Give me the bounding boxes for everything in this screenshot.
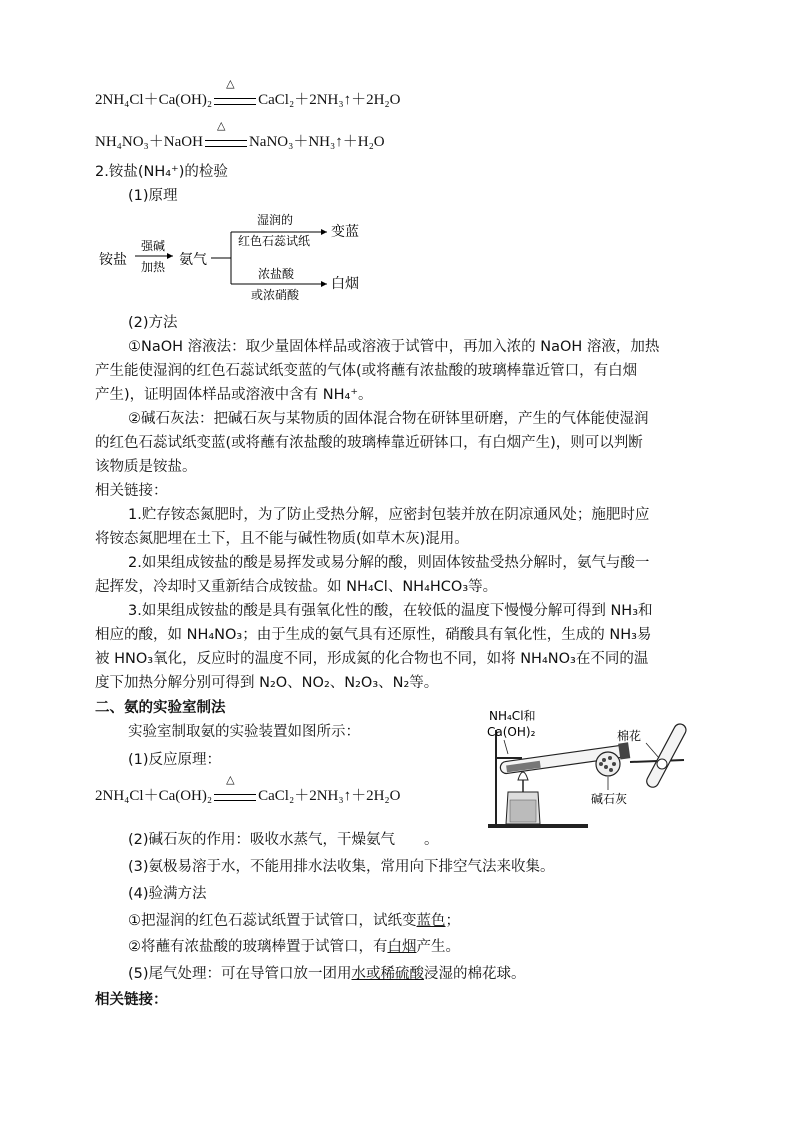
lamp-liquid <box>510 800 536 822</box>
diagram-branch1-bottom: 红色石蕊试纸 <box>238 234 311 248</box>
method1-line: ①NaOH 溶液法：取少量固体样品或溶液于试管中，再加入浓的 NaOH 溶液，加热 <box>128 339 660 355</box>
method-label: (2)方法 <box>128 315 178 331</box>
related-label: 相关链接： <box>95 483 168 499</box>
label-reagent-line1: NH₄Cl和 <box>489 709 536 723</box>
diagram-arrowhead-3 <box>321 281 327 287</box>
answer-white-smoke: 白烟 <box>387 939 417 955</box>
label-cotton: 棉花 <box>617 729 642 743</box>
ammonia-apparatus-figure <box>484 700 696 832</box>
equation-left: 2NH₄Cl＋Ca(OH)₂ <box>95 788 213 804</box>
method1-line: 产生能使湿润的红色石蕊试纸变蓝的气体(或将蘸有浓盐酸的玻璃棒靠近管口，有白烟 <box>95 363 638 379</box>
label-cotton-pointer <box>646 743 659 758</box>
equation-left: NH₄NO₃＋NaOH <box>95 134 203 150</box>
diagram-branch2-top: 浓盐酸 <box>258 267 295 281</box>
reaction-label: (1)反应原理： <box>128 752 222 768</box>
equation-lab-prep <box>95 774 401 806</box>
label-soda-lime: 碱石灰 <box>591 792 628 806</box>
diagram-cond-top: 强碱 <box>141 239 166 253</box>
heat-triangle-icon: △ <box>226 78 235 90</box>
drying-text: (2)碱石灰的作用：吸收水蒸气，干燥氨气 。 <box>128 832 439 848</box>
equation-right: CaCl₂＋2NH₃↑＋2H₂O <box>258 788 401 804</box>
principle-label: (1)原理 <box>128 188 178 204</box>
method2-line: ②碱石灰法：把碱石灰与某物质的固体混合物在研钵里研磨，产生的气体能使湿润 <box>128 411 649 427</box>
answer-absorbent: 水或稀硫酸 <box>351 966 425 982</box>
diagram-cond-bottom: 加热 <box>141 260 166 274</box>
heat-equals-sign <box>212 774 258 806</box>
stand-base <box>488 824 588 828</box>
collection-text: (3)氨极易溶于水，不能用排水法收集，常用向下排空气法来收集。 <box>128 859 555 875</box>
related-line: 2.如果组成铵盐的酸是易挥发或易分解的酸，则固体铵盐受热分解时，氨气与酸一 <box>128 555 650 571</box>
diagram-branch2-bottom: 或浓硝酸 <box>251 288 300 302</box>
related-line: 起挥发，冷却时又重新结合成铵盐。如 NH₄Cl、NH₄HCO₃等。 <box>95 579 498 595</box>
diagram-arrowhead-2 <box>321 229 327 235</box>
answer-blue: 蓝色 <box>416 913 446 929</box>
equation-right: CaCl₂＋2NH₃↑＋2H₂O <box>258 92 401 108</box>
diagram-branch2-result: 白烟 <box>331 276 359 292</box>
cotton-ball <box>657 759 667 769</box>
section-heading-ammonium-test: 2.铵盐(NH₄⁺)的检验 <box>95 164 228 180</box>
equation-ammonium-chloride <box>95 78 401 110</box>
heat-triangle-icon: △ <box>216 120 226 132</box>
diagram-arrowhead-1 <box>167 253 173 259</box>
test-method-2: ②将蘸有浓盐酸的玻璃棒置于试管口，有白烟产生。 <box>128 939 460 955</box>
lamp-flame <box>518 772 528 780</box>
diagram-start: 铵盐 <box>99 252 127 268</box>
equation-left: 2NH₄Cl＋Ca(OH)₂ <box>95 92 213 108</box>
collection-tube <box>645 722 688 789</box>
heat-triangle-icon: △ <box>226 774 235 786</box>
related-line: 1.贮存铵态氮肥时，为了防止受热分解，应密封包装并放在阴凉通风处；施肥时应 <box>128 507 650 523</box>
method1-line: 产生)，证明固体样品或溶液中含有 NH₄⁺。 <box>95 387 373 403</box>
heat-equals-sign <box>203 120 249 152</box>
related-line: 3.如果组成铵盐的酸是具有强氧化性的酸，在较低的温度下慢慢分解可得到 NH₃和 <box>128 603 653 619</box>
heat-equals-sign <box>212 78 258 110</box>
ammonium-test-diagram <box>95 208 375 304</box>
tail-gas-text: (5)尾气处理：可在导管口放一团用水或稀硫酸浸湿的棉花球。 <box>128 966 526 982</box>
label-reagent-pointer <box>504 740 508 754</box>
diagram-middle: 氨气 <box>179 252 207 268</box>
related-line: 相应的酸，如 NH₄NO₃；由于生成的氨气具有还原性，硝酸具有氧化性，生成的 NH₃易 <box>95 627 652 643</box>
related-label-2: 相关链接： <box>95 992 168 1008</box>
equation-right: NaNO₃＋NH₃↑＋H₂O <box>248 134 385 150</box>
related-line: 将铵态氮肥埋在土下，且不能与碱性物质(如草木灰)混用。 <box>95 531 469 547</box>
label-reagent-line2: Ca(OH)₂ <box>487 725 536 739</box>
section-heading-lab-prep: 二、氨的实验室制法 <box>95 700 226 716</box>
lab-intro: 实验室制取氨的实验装置如图所示： <box>128 724 360 740</box>
related-line: 被 HNO₃氧化，反应时的温度不同，形成氮的化合物也不同，如将 NH₄NO₃在不同的温 <box>95 651 649 667</box>
related-line: 度下加热分解分别可得到 N₂O、NO₂、N₂O₃、N₂等。 <box>95 675 439 691</box>
method2-line: 的红色石蕊试纸变蓝(或将蘸有浓盐酸的玻璃棒靠近研钵口，有白烟产生)，则可以判断 <box>95 435 643 451</box>
diagram-branch1-top: 湿润的 <box>257 213 294 227</box>
method2-line: 该物质是铵盐。 <box>95 459 197 475</box>
diagram-branch1-result: 变蓝 <box>331 224 359 240</box>
equation-ammonium-nitrate <box>95 120 385 152</box>
test-method-1: ①把湿润的红色石蕊试纸置于试管口，试纸变蓝色； <box>128 913 460 929</box>
test-full-label: (4)验满方法 <box>128 886 207 902</box>
